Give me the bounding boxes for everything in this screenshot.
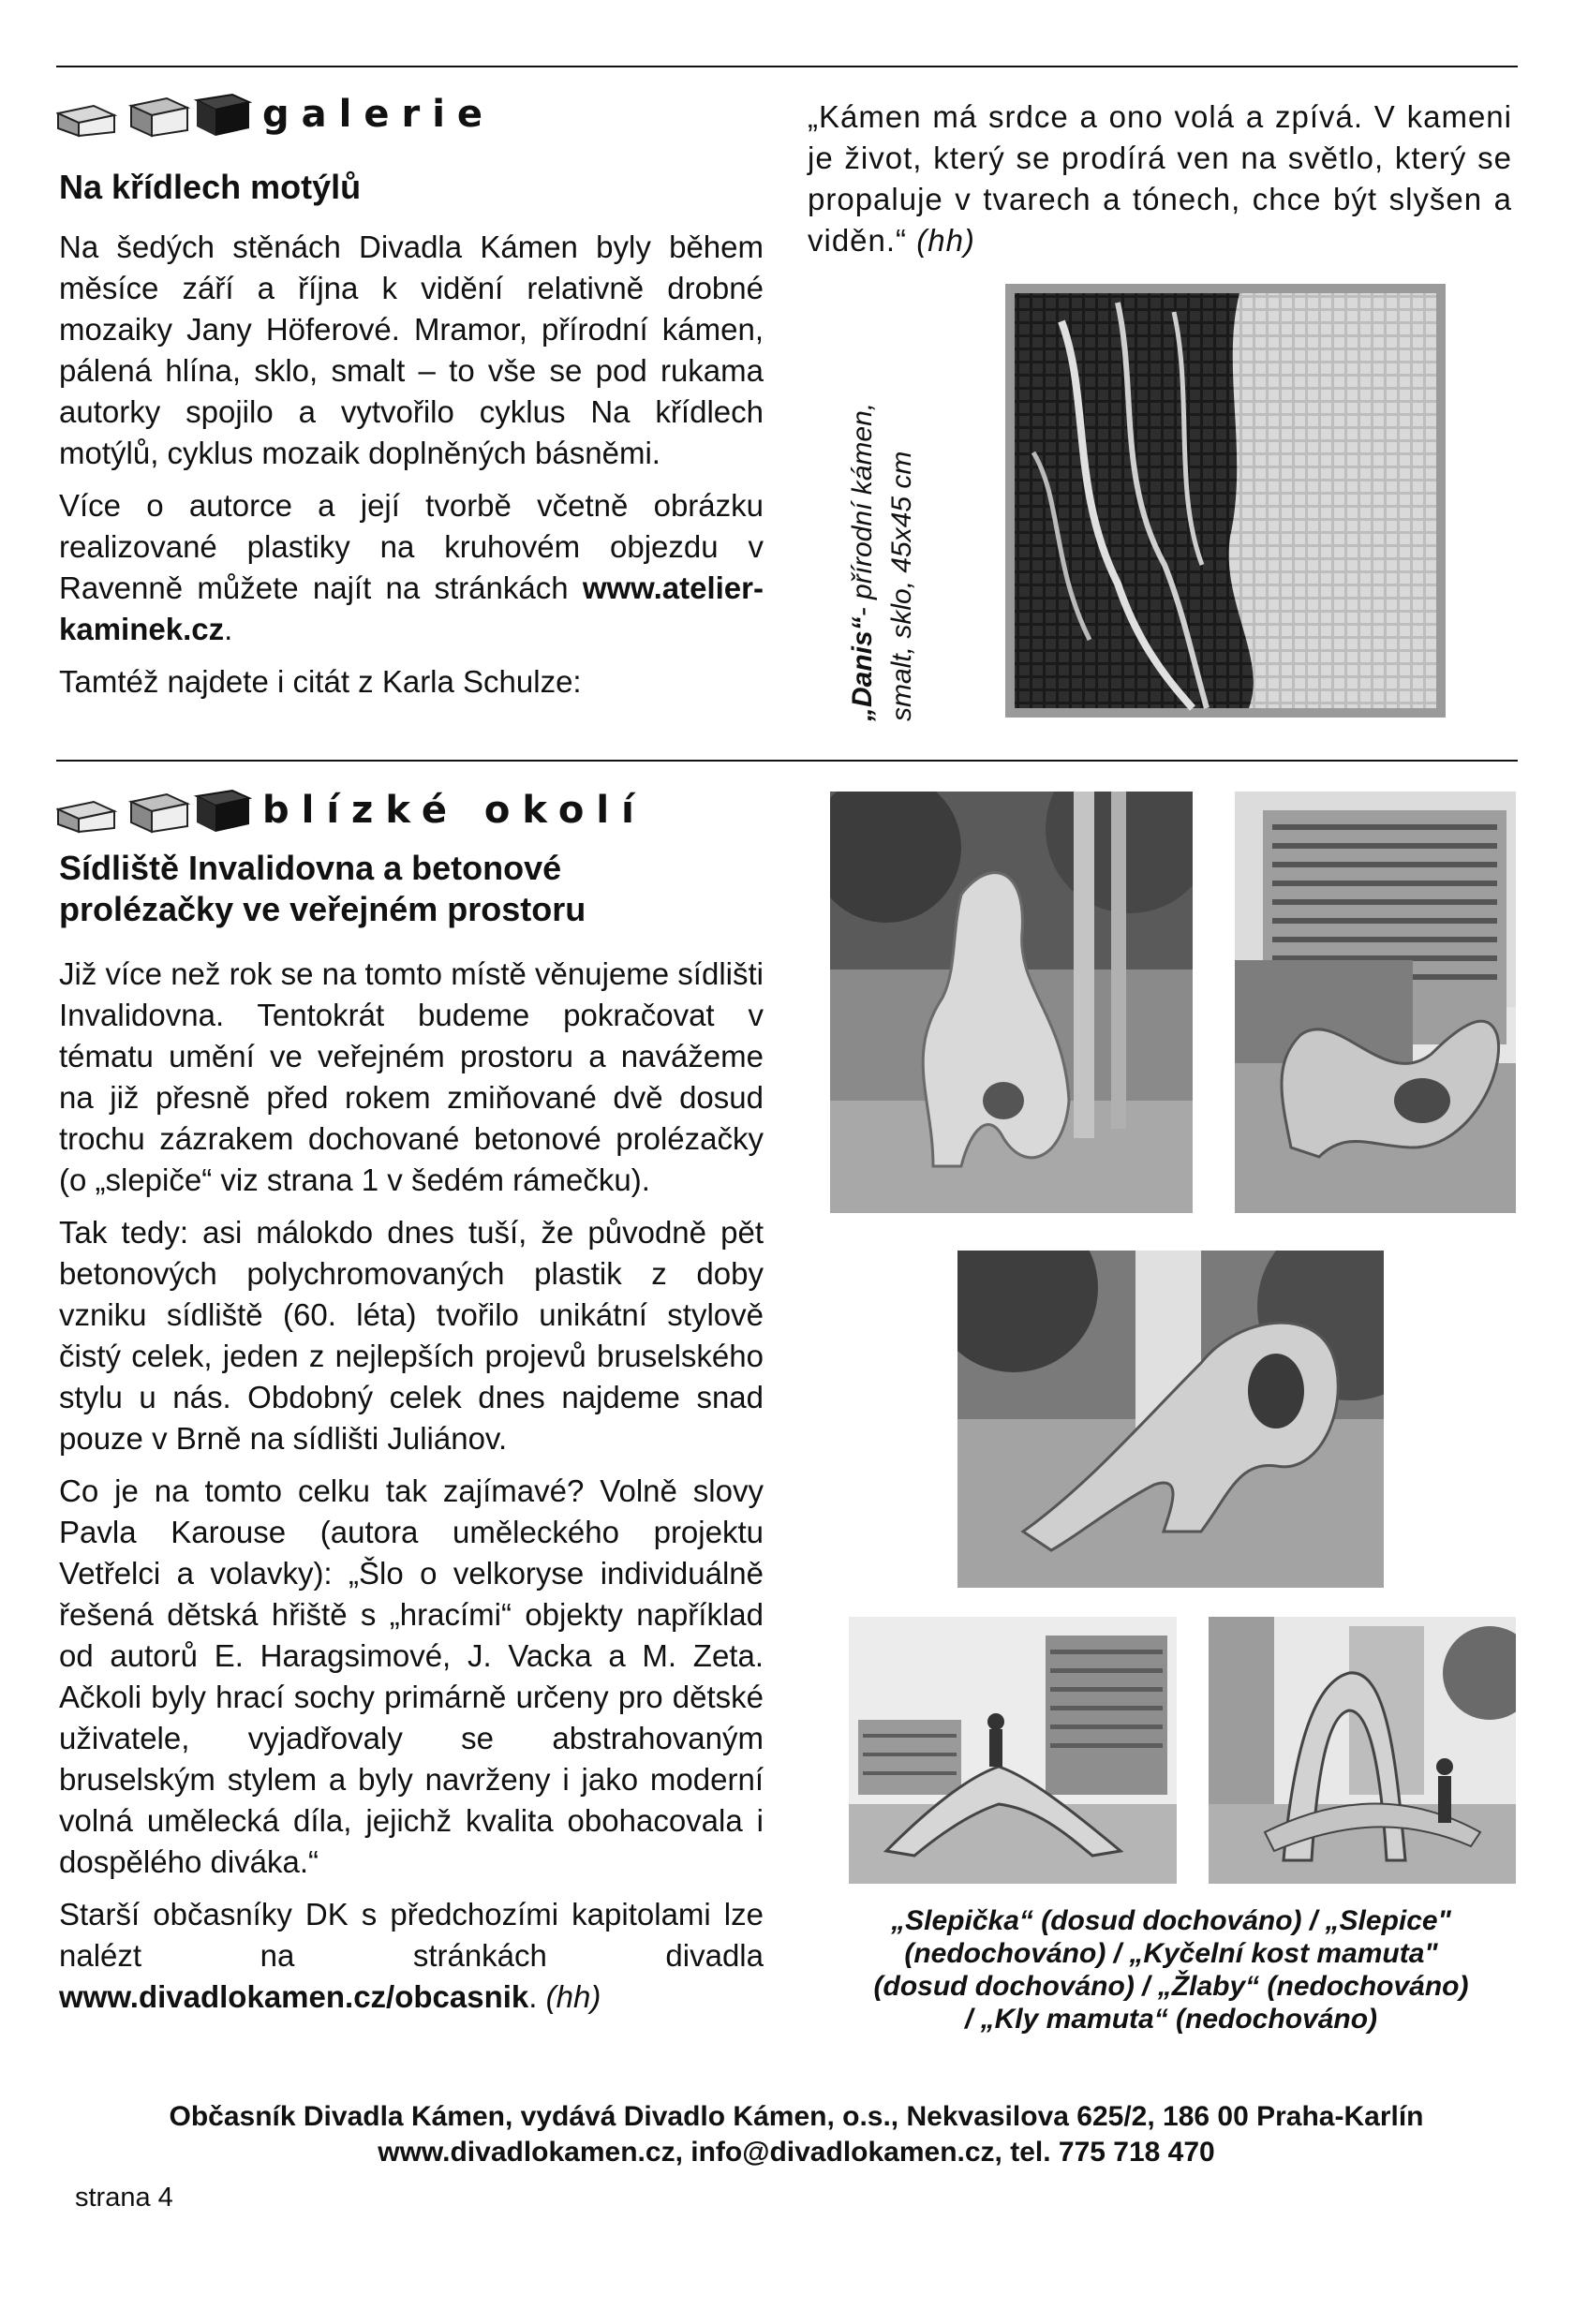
gallery-heading: Na křídlech motýlů xyxy=(59,168,362,206)
gallery-paragraph-2-text: Více o autorce a její tvorbě včetně obrázku realizované plastiky na kruhovém objezdu v Ravenně můžete najít na stránkách xyxy=(59,488,764,605)
nearby-section-title: blízké okolí xyxy=(262,789,646,832)
obcasnik-link[interactable]: www.divadlokamen.cz/obcasnik xyxy=(59,1979,529,2014)
nearby-signature: (hh) xyxy=(545,1979,601,2014)
top-rule xyxy=(56,66,1518,67)
mosaic-desc-2: smalt, sklo, 45x45 cm xyxy=(886,451,917,721)
caption-line-2: (nedochováno) / „Kyčelní kost mamuta" xyxy=(904,1938,1438,1969)
atelier-link[interactable]: www.atelier-kaminek.cz xyxy=(59,570,764,646)
caption-line-1: „Slepička“ (dosud dochováno) / „Slepice" xyxy=(891,1905,1451,1936)
nearby-heading: Sídliště Invalidovna a betonové prolézačky ve veřejném prostoru xyxy=(59,849,586,928)
caption-line-3: (dosud dochováno) / „Žlaby“ (nedochováno) xyxy=(873,1971,1469,2002)
gallery-section-header xyxy=(56,86,495,142)
mosaic-caption xyxy=(843,328,946,721)
nearby-paragraph-3: Co je na tomto celku tak zajímavé? Volně slovy Pavla Karouse (autora uměleckého projektu Vetřelci a volavky): „Šlo o velkoryse individuálně řešená dětská hřiště s „hracími“ objekty například od autorů E. Haragsimové, J. Vacka a M. Zeta. Ačkoli byly hrací sochy primárně určeny pro dětské uživatele, vyjadřovaly se abstrahovaným bruselským stylem a byly navrženy i jako moderní volná umělecká díla, jejichž kvalita obohacovala i dospělého diváka.“ xyxy=(59,1473,764,1879)
gallery-text-column xyxy=(59,227,764,714)
nearby-paragraph-4-end: . xyxy=(528,1979,538,2014)
nearby-text-column xyxy=(59,954,764,2029)
quote-signature: (hh) xyxy=(916,223,975,258)
quote-text: „Kámen má srdce a ono volá a zpívá. V kameni je život, který se prodírá ven na světlo, který se propaluje v tvarech a tónech, chce být slyšen a viděn.“ xyxy=(808,99,1512,258)
photo-slepice xyxy=(1235,792,1516,1213)
nearby-paragraph-1: Již více než rok se na tomto místě věnujeme sídlišti Invalidovna. Tentokrát budeme pokračovat v tématu umění ve veřejném prostoru a navážeme na již přesně před rokem zmiňované dvě dosud trochu zázrakem dochované betonové prolézačky (o „slepiče“ viz strana 1 v šedém rámečku). xyxy=(59,956,764,1197)
nearby-paragraph-2: Tak tedy: asi málokdo dnes tuší, že původně pět betonových polychromovaných plastik z doby vzniku sídliště (60. léta) tvořilo unikátní stylově čistý celek, jeden z nejlepších projevů bruselského stylu u nás. Obdobný celek dnes najdeme snad pouze v Brně na sídlišti Juliánov. xyxy=(59,1215,764,1456)
nearby-section-header xyxy=(56,782,646,838)
nearby-paragraph-4-text: Starší občasníky DK s předchozími kapitolami lze nalézt na stránkách divadla xyxy=(59,1897,764,1973)
mosaic-image xyxy=(1005,284,1446,718)
mosaic-desc-1: - přírodní kámen, xyxy=(847,402,878,617)
section-divider xyxy=(56,760,1518,762)
gallery-paragraph-2-end: . xyxy=(224,612,233,646)
page-number: strana 4 xyxy=(75,2183,173,2213)
footer-line-1: Občasník Divadla Kámen, vydává Divadlo Kámen, o.s., Nekvasilova 625/2, 186 00 Praha-Karlín xyxy=(169,2101,1424,2132)
gallery-section-title: galerie xyxy=(262,93,496,136)
photo-kycelni-kost xyxy=(957,1251,1384,1588)
mosaic-title: „Danis“ xyxy=(847,616,878,721)
photo-caption xyxy=(824,1904,1518,2035)
photo-kly-mamuta xyxy=(1209,1617,1516,1884)
footer-line-2: www.divadlokamen.cz, info@divadlokamen.cz, tel. 775 718 470 xyxy=(378,2137,1215,2168)
photo-zlaby xyxy=(849,1617,1177,1884)
nearby-paragraph-4 xyxy=(59,1894,764,2018)
schulze-quote xyxy=(808,96,1512,261)
publisher-footer xyxy=(94,2099,1499,2170)
photo-slepicka xyxy=(830,792,1193,1213)
stone-blocks-icon xyxy=(56,91,253,138)
gallery-paragraph-1: Na šedých stěnách Divadla Kámen byly během měsíce září a října k vidění relativně drobné mozaiky Jany Höferové. Mramor, přírodní kámen, pálená hlína, sklo, smalt – to vše se pod rukama autorky spojilo a vytvořilo cyklus Na křídlech motýlů, cyklus mozaik doplněných básněmi. xyxy=(59,229,764,470)
stone-blocks-icon xyxy=(56,787,253,834)
gallery-paragraph-3: Tamtéž najdete i citát z Karla Schulze: xyxy=(59,664,582,699)
caption-line-4: / „Kly mamuta“ (nedochováno) xyxy=(964,2004,1378,2035)
gallery-paragraph-2 xyxy=(59,485,764,650)
